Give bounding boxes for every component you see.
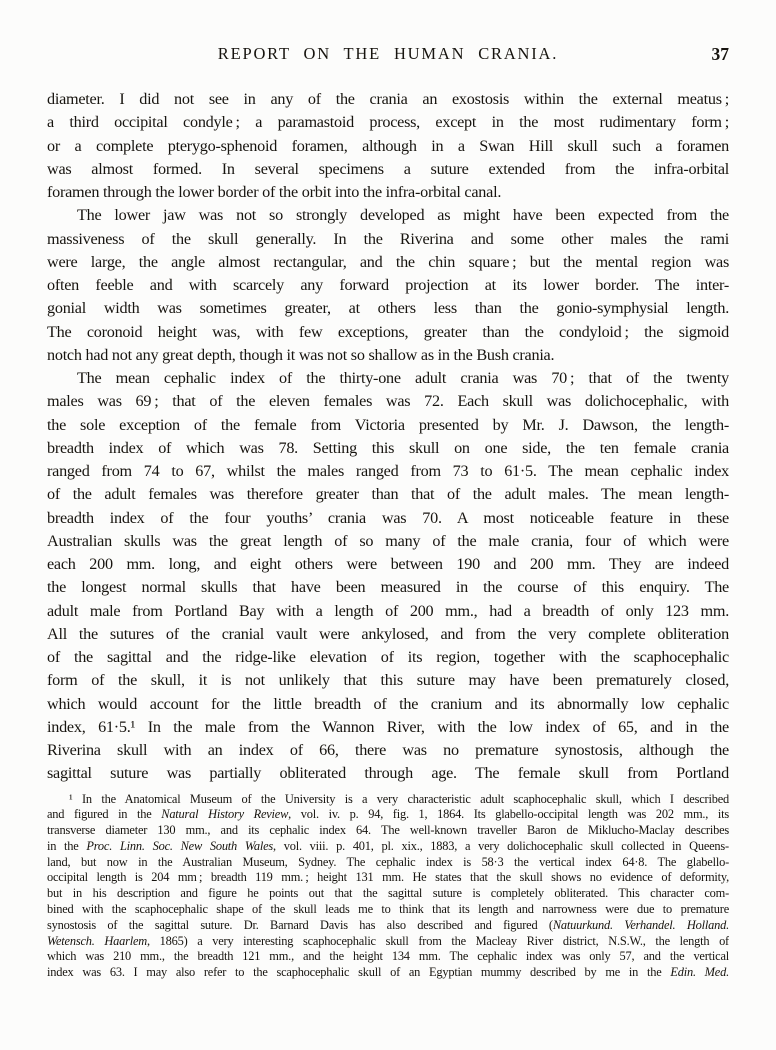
paragraph [47, 88, 729, 204]
running-title: REPORT ON THE HUMAN CRANIA. [217, 44, 559, 63]
text-line: form of the skull, it is not unlikely that this suture may have been prematurely closed, [47, 671, 729, 690]
text-line: All the sutures of the cranial vault were ankylosed, and from the very complete obliteration [47, 624, 729, 643]
text-line: index was 63. I may also refer to the scaphocephalic skull of an Egyptian mummy described by me in the Edin. Med. [47, 965, 729, 980]
text-line: breadth index of the four youths’ crania was 70. A most noticeable feature in these [47, 508, 729, 527]
text-line: breadth index of which was 78. Setting this skull on one side, the ten female crania [47, 438, 729, 457]
text-line: adult male from Portland Bay with a length of 200 mm., had a breadth of only 123 mm. [47, 601, 729, 620]
text-line: the sole exception of the female from Victoria presented by Mr. J. Dawson, the length- [47, 415, 729, 434]
text-line: sagittal suture was partially obliterated through age. The female skull from Portland [47, 764, 729, 783]
text-line: a third occipital condyle ; a paramastoid process, except in the most rudimentary form ; [47, 113, 729, 132]
text-line: ranged from 74 to 67, whilst the males ranged from 73 to 61·5. The mean cephalic index [47, 462, 729, 480]
footnote [47, 792, 729, 982]
text-line: foramen through the lower border of the orbit into the infra-orbital canal. [47, 183, 502, 201]
text-line: gonial width was sometimes greater, at others less than the gonio-symphysial length. [47, 299, 729, 318]
text-line: often feeble and with scarcely any forward projection at its lower border. The inter- [47, 276, 729, 294]
text-line: The coronoid height was, with few exceptions, greater than the condyloid ; the sigmoid [47, 322, 729, 341]
text-line: in the Proc. Linn. Soc. New South Wales, vol. viii. p. 401, pl. xix., 1883, a very dolichocephalic skull collected in Queens- [47, 838, 729, 853]
text-line: each 200 mm. long, and eight others were between 190 and 200 mm. They are indeed [47, 555, 729, 573]
page-number: 37 [711, 44, 729, 64]
text-line: males was 69 ; that of the eleven females was 72. Each skull was dolichocephalic, with [47, 392, 729, 411]
text-line: Wetensch. Haarlem, 1865) a very interesting scaphocephalic skull from the Macleay River district, N.S.W., the length of [47, 933, 729, 948]
text-line: was almost formed. In several specimens a suture extended from the infra-orbital [47, 159, 729, 178]
text-line: of the adult females was therefore greater than that of the adult males. The mean length- [47, 485, 729, 504]
text-line: massiveness of the skull generally. In the Riverina and some other males the rami [47, 229, 729, 248]
text-line: occipital length is 204 mm ; breadth 119 mm. ; height 131 mm. He states that the skull shows no evidence of deformity, [47, 870, 729, 885]
text-line: which would account for the little breadth of the cranium and its abnormally low cephalic [47, 694, 729, 713]
text-line: the longest normal skulls that have been measured in the course of this enquiry. The [47, 578, 729, 597]
text-line: Riverina skull with an index of 66, there was no premature synostosis, although the [47, 741, 729, 759]
text-line: index, 61·5.¹ In the male from the Wannon River, with the low index of 65, and in the [47, 717, 729, 736]
text-line: synostosis of the sagittal suture. Dr. Barnard Davis has also described and figured (Natuurkund. Verhandel. Holland. [47, 917, 729, 932]
text-line: The mean cephalic index of the thirty-one adult crania was 70 ; that of the twenty [77, 369, 729, 387]
text-line: were large, the angle almost rectangular, and the chin square ; but the mental region was [47, 252, 729, 271]
text-line: notch had not any great depth, though it was not so shallow as in the Bush crania. [47, 345, 555, 364]
text-line: but in his description and figure he points out that the sagittal suture is completely obliterated. This character com- [47, 886, 729, 901]
text-line: which was 210 mm., the breadth 121 mm., and the height 134 mm. The cephalic index was only 57, and the vertical [47, 949, 729, 964]
page-header [47, 44, 729, 64]
text-line: or a complete pterygo-sphenoid foramen, although in a Swan Hill skull such a foramen [47, 136, 729, 155]
body-text [47, 88, 729, 786]
paragraph [47, 367, 729, 786]
text-line: The lower jaw was not so strongly developed as might have been expected from the [77, 206, 729, 225]
text-line: Australian skulls was the great length of so many of the male crania, four of which were [47, 531, 729, 550]
text-line: ¹ In the Anatomical Museum of the University is a very characteristic adult scaphocephalic skull, which I described [69, 791, 729, 806]
paragraph [47, 792, 729, 982]
text-line: and figured in the Natural History Review, vol. iv. p. 94, fig. 1, 1864. Its glabello-occipital length was 202 mm., its [47, 807, 729, 822]
text-line: of the sagittal and the ridge-like elevation of its region, together with the scaphocephalic [47, 648, 729, 666]
text-line: transverse diameter 130 mm., and its cephalic index 64. The well-known traveller Baron de Miklucho-Maclay describes [47, 823, 729, 838]
text-line: diameter. I did not see in any of the crania an exostosis within the external meatus ; [47, 90, 729, 108]
text-line: bined with the scaphocephalic shape of the skull leads me to think that its length and narrowness were due to premature [47, 902, 729, 917]
text-line: land, but now in the Australian Museum, Sydney. The cephalic index is 58·3 the vertical index 64·8. The glabello- [47, 854, 729, 869]
paragraph [47, 204, 729, 367]
